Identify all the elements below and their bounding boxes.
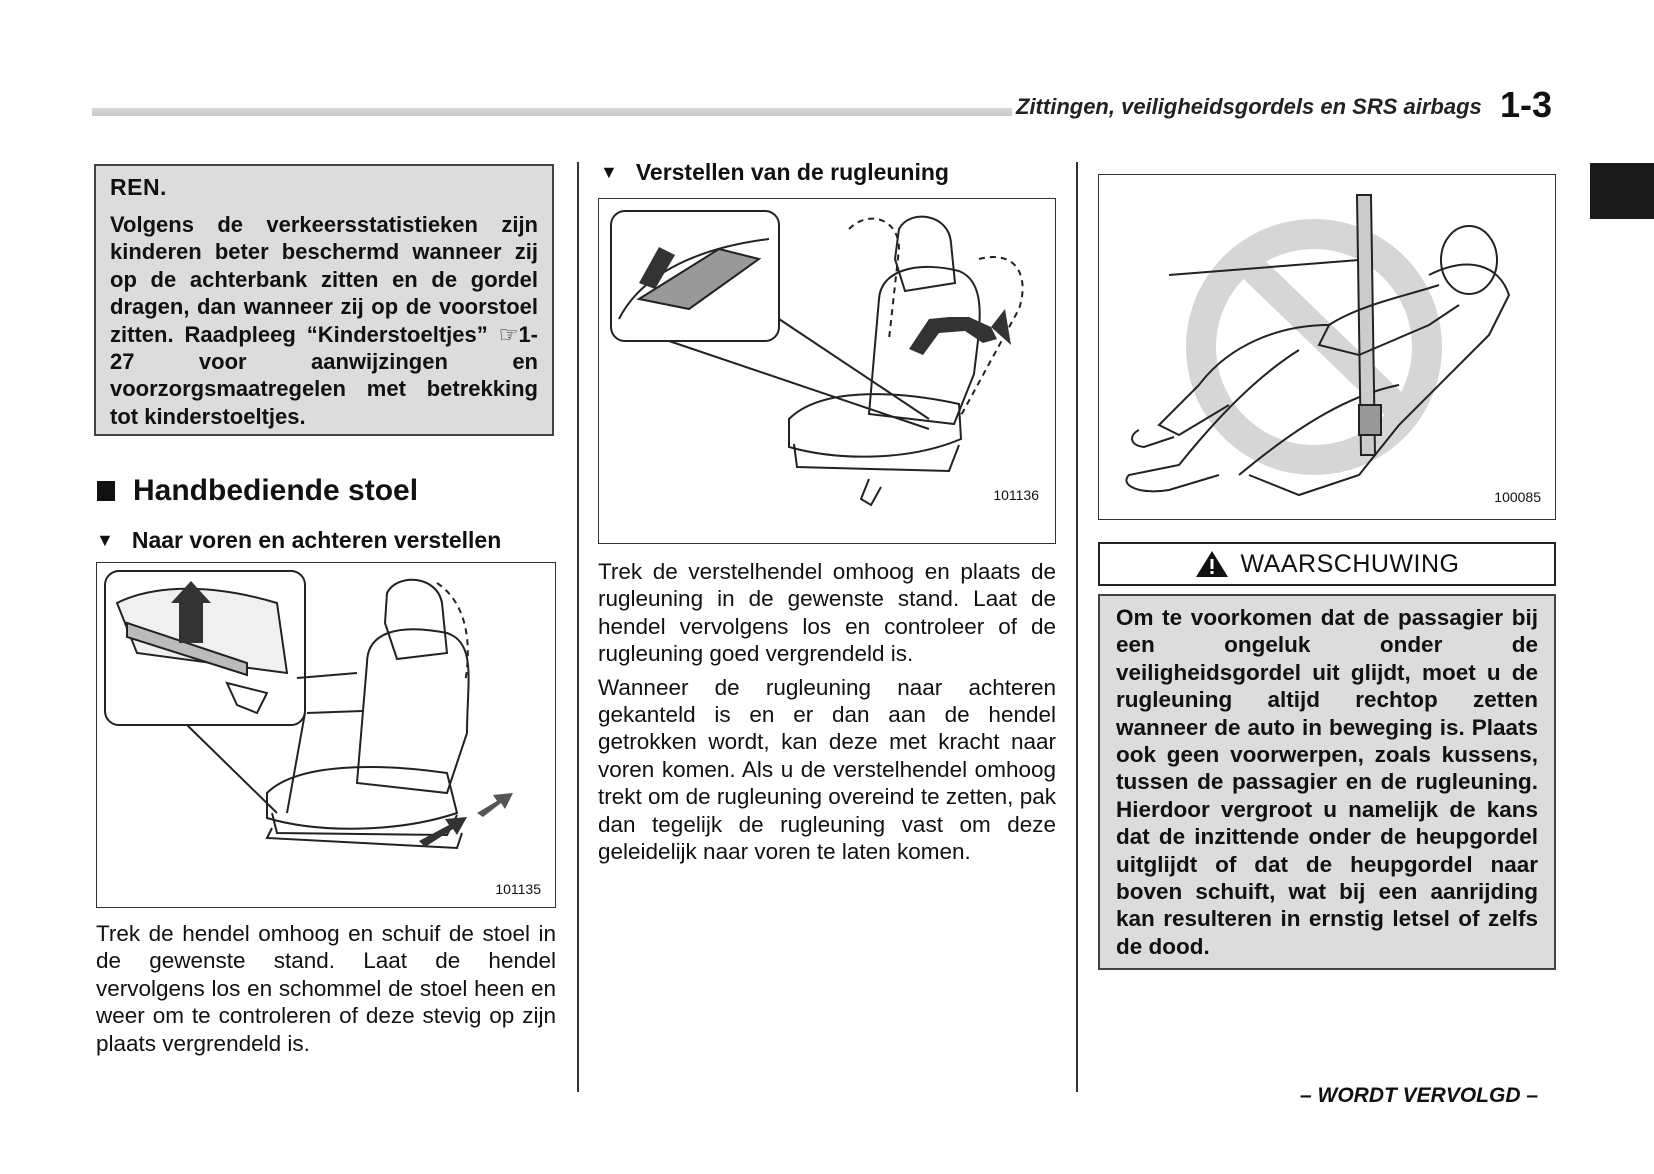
header-rule	[92, 108, 1012, 116]
triangle-bullet-icon: ▼	[96, 530, 114, 550]
subhead-seatback-text: Verstellen van de rugleuning	[635, 159, 949, 185]
note-heading: REN.	[110, 174, 167, 200]
column-divider-right	[1076, 162, 1078, 1092]
section-title	[97, 474, 418, 508]
column-divider-left	[577, 162, 579, 1092]
subhead-seatback	[600, 159, 949, 186]
figure-code-seatback: 101136	[993, 487, 1039, 503]
warning-box	[1098, 594, 1556, 970]
fore-aft-instructions: Trek de hendel omhoog en schuif de stoel in de gewenste stand. Laat de hendel vervolgens los en schommel de stoel heen en weer om te controleren of deze stevig op zijn plaats vergrendeld is.	[96, 921, 556, 1056]
figure-code-fore-aft: 101135	[495, 881, 541, 897]
page-number: 1-3	[1500, 84, 1553, 125]
continued-footer: – WORDT VERVOLGD –	[1300, 1084, 1539, 1107]
subhead-fore-aft	[96, 527, 501, 554]
subhead-fore-aft-text: Naar voren en achteren verstellen	[131, 527, 502, 553]
warning-triangle-icon	[1195, 550, 1229, 578]
seatback-recline-illustration	[599, 199, 1057, 545]
triangle-bullet-icon: ▼	[600, 162, 618, 182]
chapter-thumb-tab	[1590, 163, 1654, 219]
seatback-paragraph-1: Trek de verstelhendel omhoog en plaats de rugleuning in de gewenste stand. Laat de hendel vervolgens los en controleer of de rugleuning goed vergrendeld is.	[598, 559, 1056, 667]
figure-fore-aft-seat	[96, 562, 556, 908]
figure-seatback	[598, 198, 1056, 544]
warning-label: WAARSCHUWING	[1240, 549, 1460, 578]
warning-text: Om te voorkomen dat de passagier bij een ongeluk onder de veiligheidsgordel uit glijdt, moet u de rugleuning altijd rechtop zetten wanneer de auto in beweging is. Plaats ook geen voorwerpen, zoals kussens, tussen de passagier en de rugleuning. Hierdoor vergroot u namelijk de kans dat de inzittende onder de heupgordel uitglijdt of dat de heupgordel naar boven schuift, wat bij een aanrijding kan resulteren in ernstig letsel of zelfs de dood.	[1116, 605, 1538, 959]
figure-code-reclined: 100085	[1494, 489, 1541, 505]
seatback-paragraph-2: Wanneer de rugleuning naar achteren gekanteld is en er dan aan de hendel getrokken wordt, kan deze met kracht naar voren komen. Als u de verstelhendel omhoog trekt om de rugleuning overeind te zetten, pak dan tegelijk de rugleuning vast om deze geleidelijk naar voren te laten komen.	[598, 674, 1056, 865]
seatback-instructions	[598, 558, 1056, 865]
note-text: Volgens de verkeersstatistieken zijn kinderen beter beschermd wanneer zij op de achterbank zitten en de gordel dragen, dan wanneer zij op de voorstoel zitten. Raadpleeg “Kinderstoeltjes” ☞1-27 voor aanwijzingen en voorzorgsmaatregelen met betrekking tot kinderstoeltjes.	[110, 212, 538, 429]
warning-header	[1098, 542, 1556, 586]
chapter-title: Zittingen, veiligheidsgordels en SRS airbags	[1016, 94, 1482, 119]
figure-reclined-passenger	[1098, 174, 1556, 520]
section-title-text: Handbediende stoel	[133, 474, 419, 507]
section-bullet-icon	[97, 481, 115, 501]
seat-slide-illustration	[97, 563, 557, 909]
note-box	[94, 164, 554, 436]
reclined-passenger-illustration	[1099, 175, 1557, 521]
